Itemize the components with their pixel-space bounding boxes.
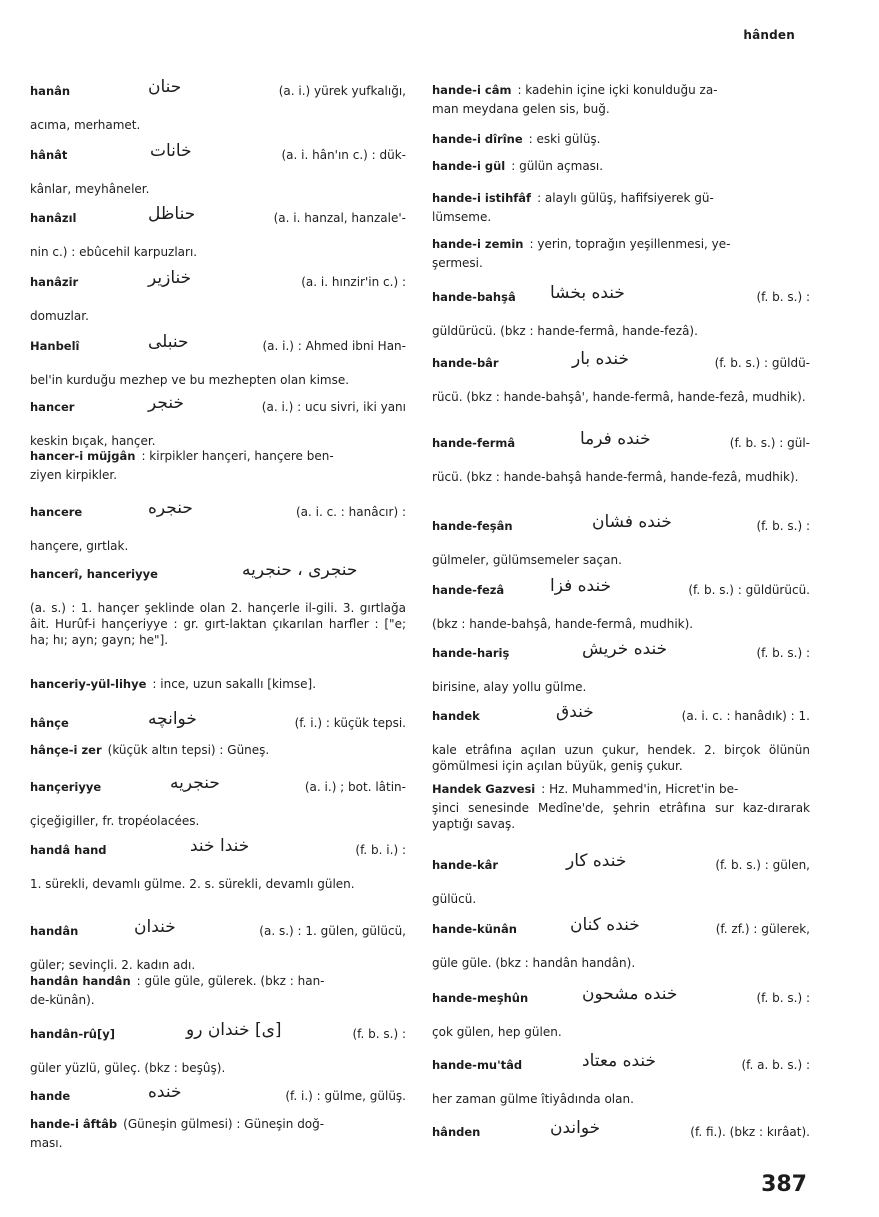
- dictionary-entry: [432, 915, 810, 971]
- definition-continuation: gülmeler, gülümsemeler saçan.: [432, 553, 622, 567]
- headword: Hanbelî: [30, 339, 80, 353]
- definition-continuation: rücü. (bkz : hande-bahşâ hande-fermâ, hande-fezâ, mudhik).: [432, 470, 799, 484]
- arabic-script: خنده فزا: [550, 576, 612, 596]
- headword: hançeriyye: [30, 780, 102, 794]
- headword: Handek Gazvesi: [432, 782, 536, 796]
- headword: hanâzıl: [30, 211, 77, 225]
- dictionary-entry: [30, 773, 406, 829]
- headword: hanâzir: [30, 275, 79, 289]
- dictionary-entry: [432, 639, 810, 695]
- headword: hande-i gül: [432, 159, 506, 173]
- entry-first-line: [432, 82, 810, 98]
- headword: hande-feşân: [432, 519, 513, 533]
- definition-start: (f. fi.). (bkz : kırâat).: [690, 1125, 810, 1139]
- entry-first-line: [432, 131, 810, 147]
- headword: hancerî, hanceriyye: [30, 567, 158, 581]
- definition-start: : alaylı gülüş, hafifsiyerek gü-: [537, 191, 714, 205]
- headword: hande-i istihfâf: [432, 191, 532, 205]
- dictionary-entry: [432, 236, 810, 271]
- headword: hande-hariş: [432, 646, 510, 660]
- entry-first-line: [432, 283, 810, 305]
- entry-first-line: [432, 512, 810, 534]
- headword: hande-fermâ: [432, 436, 516, 450]
- headword: hande-bahşâ: [432, 290, 516, 304]
- arabic-script: خندان: [134, 917, 176, 937]
- entry-first-line: [432, 984, 810, 1006]
- definition-continuation: çok gülen, hep gülen.: [432, 1025, 562, 1039]
- definition-start: (a. i.) ; bot. lâtin-: [304, 780, 406, 794]
- entry-first-line: [30, 836, 406, 858]
- dictionary-entry: [432, 158, 810, 174]
- dictionary-entry: [30, 204, 406, 260]
- dictionary-entry: [432, 1118, 810, 1140]
- dictionary-entry: [432, 512, 810, 568]
- headword: hande-mu'tâd: [432, 1058, 523, 1072]
- definition-start: (a. i.) : ucu sivri, iki yanı: [261, 400, 406, 414]
- definition-continuation: çiçeğigiller, fr. tropéolacées.: [30, 814, 200, 828]
- definition-start: : güle güle, gülerek. (bkz : han-: [136, 974, 325, 988]
- dictionary-entry: [30, 742, 406, 758]
- headword: handân handân: [30, 974, 131, 988]
- definition-continuation: güle güle. (bkz : handân handân).: [432, 956, 636, 970]
- headword: hande-bâr: [432, 356, 499, 370]
- entry-first-line: [30, 268, 406, 290]
- entry-first-line: [432, 915, 810, 937]
- arabic-script: خنده بار: [572, 349, 629, 369]
- definition-continuation: kale etrâfına açılan uzun çukur, hendek. 2. birçok ölünün gömülmesi için açılan büyük, geniş çukur.: [432, 743, 810, 773]
- entry-first-line: [30, 709, 406, 731]
- definition-start: (f. b. s.) :: [756, 991, 810, 1005]
- definition-continuation: güler; sevinçli. 2. kadın adı.: [30, 958, 196, 972]
- headword: hande-fezâ: [432, 583, 505, 597]
- dictionary-entry: [30, 973, 406, 1008]
- definition-start: (f. b. s.) :: [756, 646, 810, 660]
- definition-continuation: ziyen kirpikler.: [30, 468, 118, 482]
- entry-first-line: [432, 429, 810, 451]
- arabic-script: حنجره: [148, 498, 193, 518]
- definition-continuation: kânlar, meyhâneler.: [30, 182, 150, 196]
- headword: hanân: [30, 84, 71, 98]
- entry-first-line: [432, 158, 810, 174]
- entry-first-line: [30, 1082, 406, 1104]
- entry-first-line: [30, 973, 406, 989]
- entry-first-line: [432, 190, 810, 206]
- dictionary-entry: [30, 77, 406, 133]
- dictionary-entry: [30, 1082, 406, 1104]
- entry-first-line: [30, 1020, 406, 1042]
- arabic-script: خندا خند: [190, 836, 250, 856]
- arabic-script: خنده بخشا: [550, 283, 625, 303]
- headword: hande-kâr: [432, 858, 499, 872]
- entry-first-line: [432, 1118, 810, 1140]
- entry-first-line: [30, 332, 406, 354]
- dictionary-entry: [30, 141, 406, 197]
- definition-continuation: gülücü.: [432, 892, 477, 906]
- definition-start: : yerin, toprağın yeşillenmesi, ye-: [529, 237, 731, 251]
- definition-continuation: birisine, alay yollu gülme.: [432, 680, 587, 694]
- dictionary-entry: [432, 429, 810, 485]
- arabic-script: خنجر: [148, 393, 184, 413]
- dictionary-entry: [432, 82, 810, 117]
- headword: hancer: [30, 400, 75, 414]
- running-head: hânden: [743, 28, 795, 42]
- definition-start: (a. i.) yürek yufkalığı,: [278, 84, 406, 98]
- dictionary-entry: [432, 349, 810, 405]
- definition-continuation: güler yüzlü, güleç. (bkz : beşûş).: [30, 1061, 226, 1075]
- arabic-script: خنازير: [148, 268, 192, 288]
- dictionary-entry: [432, 1051, 810, 1107]
- definition-continuation: man meydana gelen sis, buğ.: [432, 102, 610, 116]
- arabic-script: حنبلی: [148, 332, 189, 352]
- entry-first-line: [432, 781, 810, 797]
- arabic-script: خواندن: [550, 1118, 601, 1138]
- dictionary-entry: [30, 1020, 406, 1076]
- entry-first-line: [432, 639, 810, 661]
- entry-first-line: [30, 448, 406, 464]
- definition-start: (a. i. c. : hanâdık) : 1.: [681, 709, 810, 723]
- dictionary-entry: [432, 576, 810, 632]
- entry-first-line: [432, 1051, 810, 1073]
- dictionary-entry: [432, 283, 810, 339]
- headword: hanceriy-yül-lihye: [30, 677, 147, 691]
- definition-start: : eski gülüş.: [528, 132, 601, 146]
- arabic-script: خنده مشحون: [582, 984, 678, 1004]
- dictionary-entry: [30, 268, 406, 324]
- arabic-script: خنده خريش: [582, 639, 668, 659]
- headword: hânden: [432, 1125, 481, 1139]
- headword: hancere: [30, 505, 83, 519]
- entry-first-line: [30, 773, 406, 795]
- entry-first-line: [30, 917, 406, 939]
- definition-start: (küçük altın tepsi) : Güneş.: [107, 743, 270, 757]
- dictionary-entry: [30, 448, 406, 483]
- entry-first-line: [432, 851, 810, 873]
- definition-continuation: şinci senesinde Medîne'de, şehrin etrâfına sur kaz-dırarak yaptığı savaş.: [432, 801, 810, 831]
- dictionary-entry: [30, 393, 406, 449]
- dictionary-entry: [30, 498, 406, 554]
- definition-start: : ince, uzun sakallı [kimse].: [152, 677, 317, 691]
- definition-start: (a. i. c. : hanâcır) :: [295, 505, 406, 519]
- arabic-script: خنده كنان: [570, 915, 640, 935]
- dictionary-entry: [432, 702, 810, 774]
- arabic-script: خنده: [148, 1082, 182, 1102]
- headword: hande-i dîrîne: [432, 132, 523, 146]
- headword: hande: [30, 1089, 71, 1103]
- arabic-script: حناظل: [148, 204, 196, 224]
- definition-continuation: nin c.) : ebûcehil karpuzları.: [30, 245, 198, 259]
- arabic-script: خنده فشان: [592, 512, 672, 532]
- dictionary-entry: [30, 836, 406, 892]
- dictionary-entry: [30, 332, 406, 388]
- definition-continuation: (bkz : hande-bahşâ, hande-fermâ, mudhik).: [432, 617, 694, 631]
- dictionary-entry: [30, 560, 406, 648]
- entry-first-line: [30, 77, 406, 99]
- dictionary-entry: [432, 131, 810, 147]
- entry-first-line: [30, 1116, 406, 1132]
- definition-start: : gülün açması.: [511, 159, 604, 173]
- entry-first-line: [30, 204, 406, 226]
- headword: hande-i zemin: [432, 237, 524, 251]
- definition-continuation: güldürücü. (bkz : hande-fermâ, hande-fezâ).: [432, 324, 698, 338]
- arabic-script: خانات: [150, 141, 192, 161]
- definition-start: (a. i. hanzal, hanzale'-: [273, 211, 406, 225]
- definition-start: (a. s.) : 1. gülen, gülücü,: [259, 924, 406, 938]
- headword: handân: [30, 924, 79, 938]
- arabic-script: [ی] خندان رو: [186, 1020, 282, 1040]
- definition-start: : kadehin içine içki konulduğu za-: [517, 83, 718, 97]
- definition-start: : kirpikler hançeri, hançere ben-: [141, 449, 334, 463]
- definition-continuation: hançere, gırtlak.: [30, 539, 129, 553]
- headword: handân-rû[y]: [30, 1027, 115, 1041]
- arabic-script: خنده كار: [566, 851, 627, 871]
- definition-continuation: 1. sürekli, devamlı gülme. 2. s. sürekli, devamlı gülen.: [30, 877, 355, 891]
- dictionary-entry: [432, 781, 810, 832]
- headword: hancer-i müjgân: [30, 449, 136, 463]
- definition-start: (a. i. hınzir'in c.) :: [301, 275, 406, 289]
- definition-continuation: keskin bıçak, hançer.: [30, 434, 156, 448]
- entry-first-line: [432, 702, 810, 724]
- headword: hande-i câm: [432, 83, 512, 97]
- definition-continuation: bel'in kurduğu mezhep ve bu mezhepten olan kimse.: [30, 373, 350, 387]
- definition-start: (f. a. b. s.) :: [741, 1058, 810, 1072]
- definition-continuation: rücü. (bkz : hande-bahşâ', hande-fermâ, hande-fezâ, mudhik).: [432, 390, 806, 404]
- headword: hande-künân: [432, 922, 517, 936]
- dictionary-entry: [30, 1116, 406, 1151]
- definition-continuation: domuzlar.: [30, 309, 89, 323]
- entry-first-line: [30, 676, 406, 692]
- entry-first-line: [432, 349, 810, 371]
- entry-first-line: [30, 742, 406, 758]
- definition-continuation: acıma, merhamet.: [30, 118, 141, 132]
- headword: handâ hand: [30, 843, 107, 857]
- definition-start: (f. b. s.) :: [352, 1027, 406, 1041]
- headword: hande-i âftâb: [30, 1117, 118, 1131]
- definition-start: (Güneşin gülmesi) : Güneşin doğ-: [123, 1117, 325, 1131]
- arabic-script: حنان: [148, 77, 182, 97]
- dictionary-entry: [432, 984, 810, 1040]
- definition-continuation: şermesi.: [432, 256, 483, 270]
- dictionary-entry: [432, 851, 810, 907]
- definition-continuation: ması.: [30, 1136, 63, 1150]
- headword: hande-meşhûn: [432, 991, 529, 1005]
- definition-continuation: de-künân).: [30, 993, 95, 1007]
- arabic-script: خوانچه: [148, 709, 197, 729]
- definition-continuation: (a. s.) : 1. hançer şeklinde olan 2. hançerle il-gili. 3. gırtlağa âit. Hurûf-i hançeriyye : gr. gırt-laktan çıkarılan harfler : ["e; ha; hı; ayn; gayn; he"].: [30, 601, 406, 647]
- headword: hânât: [30, 148, 68, 162]
- page-number: 387: [761, 1172, 807, 1197]
- headword: hânçe: [30, 716, 69, 730]
- definition-start: (f. b. s.) :: [756, 519, 810, 533]
- definition-start: (f. i.) : gülme, gülüş.: [285, 1089, 406, 1103]
- definition-start: (f. b. s.) : güldü-: [714, 356, 810, 370]
- entry-first-line: [30, 393, 406, 415]
- entry-first-line: [30, 560, 406, 582]
- definition-continuation: lümseme.: [432, 210, 492, 224]
- definition-start: (f. i.) : küçük tepsi.: [294, 716, 406, 730]
- entry-first-line: [30, 141, 406, 163]
- entry-first-line: [30, 498, 406, 520]
- dictionary-entry: [30, 676, 406, 692]
- arabic-script: خنده فرما: [580, 429, 651, 449]
- definition-start: (f. b. i.) :: [355, 843, 406, 857]
- dictionary-entry: [432, 190, 810, 225]
- arabic-script: حنجری ، حنجريه: [242, 560, 358, 580]
- definition-start: (a. i. hân'ın c.) : dük-: [281, 148, 406, 162]
- entry-first-line: [432, 576, 810, 598]
- dictionary-entry: [30, 917, 406, 973]
- definition-start: (f. b. s.) : gülen,: [715, 858, 810, 872]
- definition-start: (a. i.) : Ahmed ibni Han-: [262, 339, 406, 353]
- definition-start: (f. zf.) : gülerek,: [715, 922, 810, 936]
- headword: hânçe-i zer: [30, 743, 102, 757]
- definition-start: (f. b. s.) : gül-: [729, 436, 810, 450]
- definition-start: : Hz. Muhammed'in, Hicret'in be-: [541, 782, 739, 796]
- entry-first-line: [432, 236, 810, 252]
- arabic-script: خندق: [556, 702, 594, 722]
- definition-start: (f. b. s.) : güldürücü.: [688, 583, 810, 597]
- arabic-script: خنده معتاد: [582, 1051, 657, 1071]
- definition-start: (f. b. s.) :: [756, 290, 810, 304]
- headword: handek: [432, 709, 480, 723]
- arabic-script: حنجريه: [170, 773, 220, 793]
- definition-continuation: her zaman gülme îtiyâdında olan.: [432, 1092, 634, 1106]
- dictionary-entry: [30, 709, 406, 731]
